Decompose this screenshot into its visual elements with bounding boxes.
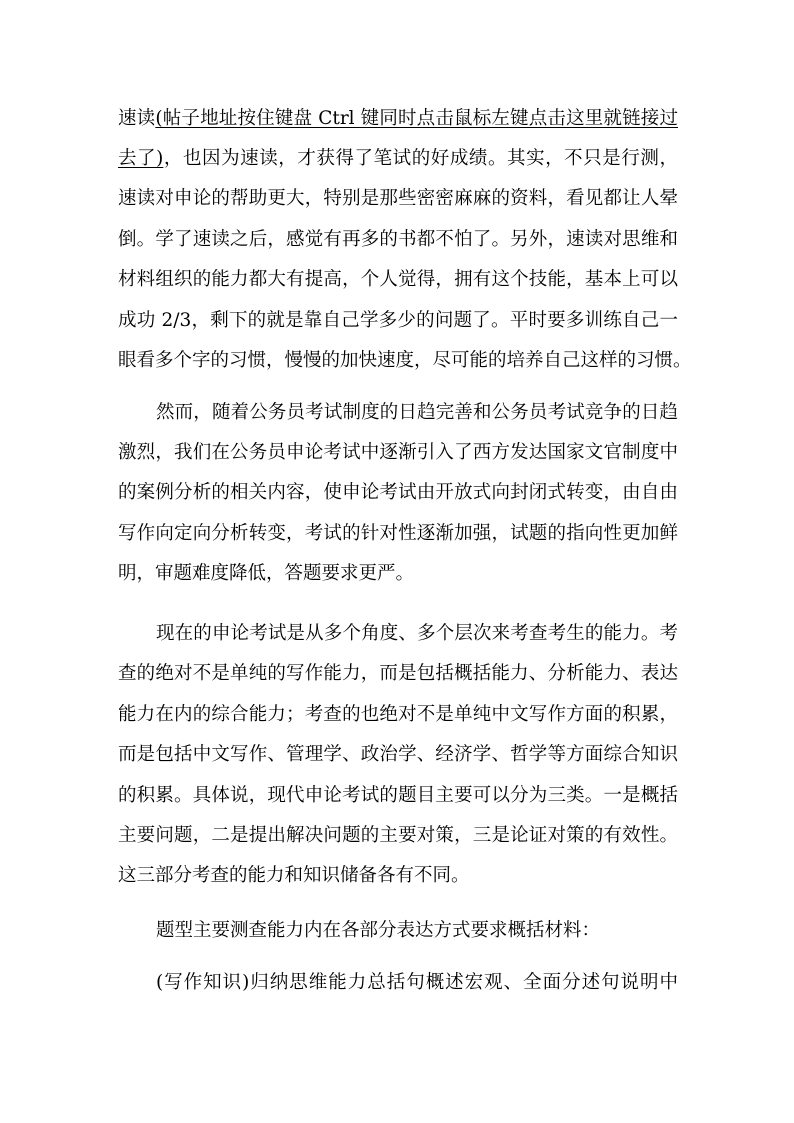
text-run: ，也因为速读，才获得了笔试的好成绩。其实，不只是行测，: [163, 148, 678, 169]
paragraph-line: 激烈，我们在公务员申论考试中逐渐引入了西方发达国家文官制度中: [118, 442, 678, 463]
paragraph-line: 的积累。具体说，现代申论考试的题目主要可以分为三类。一是概括: [118, 785, 678, 806]
paragraph-line: 然而，随着公务员考试制度的日趋完善和公务员考试竞争的日趋: [156, 402, 678, 423]
paragraph-line: [118, 107, 678, 131]
paragraph-line: 而是包括中文写作、管理学、政治学、经济学、哲学等方面综合知识: [118, 744, 678, 765]
paragraph-line: 能力在内的综合能力；考查的也绝对不是单纯中文写作方面的积累，: [118, 704, 678, 725]
paragraph-line: 现在的申论考试是从多个角度、多个层次来考查考生的能力。考: [156, 623, 678, 644]
paragraph-line: 这三部分考查的能力和知识储备各有不同。: [118, 865, 470, 886]
paragraph-line: 成功 2/3，剩下的就是靠自己学多少的问题了。平时要多训练自己一: [118, 310, 678, 331]
paragraph-line: 题型主要测查能力内在各部分表达方式要求概括材料：: [156, 920, 601, 941]
paragraph-line: 明，审题难度降低，答题要求更严。: [118, 563, 415, 584]
paragraph-line: (写作知识)归纳思维能力总括句概述宏观、全面分述句说明中: [156, 972, 678, 993]
paragraph-line: 材料组织的能力都大有提高，个人觉得，拥有这个技能，基本上可以: [118, 269, 678, 290]
paragraph-line: 写作向定向分析转变，考试的针对性逐渐加强，试题的指向性更加鲜: [118, 523, 678, 544]
paragraph-line: 主要问题，二是提出解决问题的主要对策，三是论证对策的有效性。: [118, 825, 678, 846]
paragraph-line: 速读对申论的帮助更大，特别是那些密密麻麻的资料，看见都让人晕: [118, 188, 678, 209]
paragraph-line: 眼看多个字的习惯，慢慢的加快速度，尽可能的培养自己这样的习惯。: [118, 350, 692, 371]
post-link[interactable]: (帖子地址按住键盘 Ctrl 键同时点击鼠标左键点击这里就链接过: [155, 108, 678, 129]
paragraph-line: [118, 147, 678, 171]
paragraph-line: 倒。学了速读之后，感觉有再多的书都不怕了。另外，速读对思维和: [118, 229, 678, 250]
post-link-continued[interactable]: 去了): [118, 148, 164, 169]
paragraph-line: 查的绝对不是单纯的写作能力，而是包括概括能力、分析能力、表达: [118, 663, 678, 684]
paragraph-line: 的案例分析的相关内容，使申论考试由开放式向封闭式转变，由自由: [118, 482, 678, 503]
text-run: 速读: [118, 108, 156, 129]
